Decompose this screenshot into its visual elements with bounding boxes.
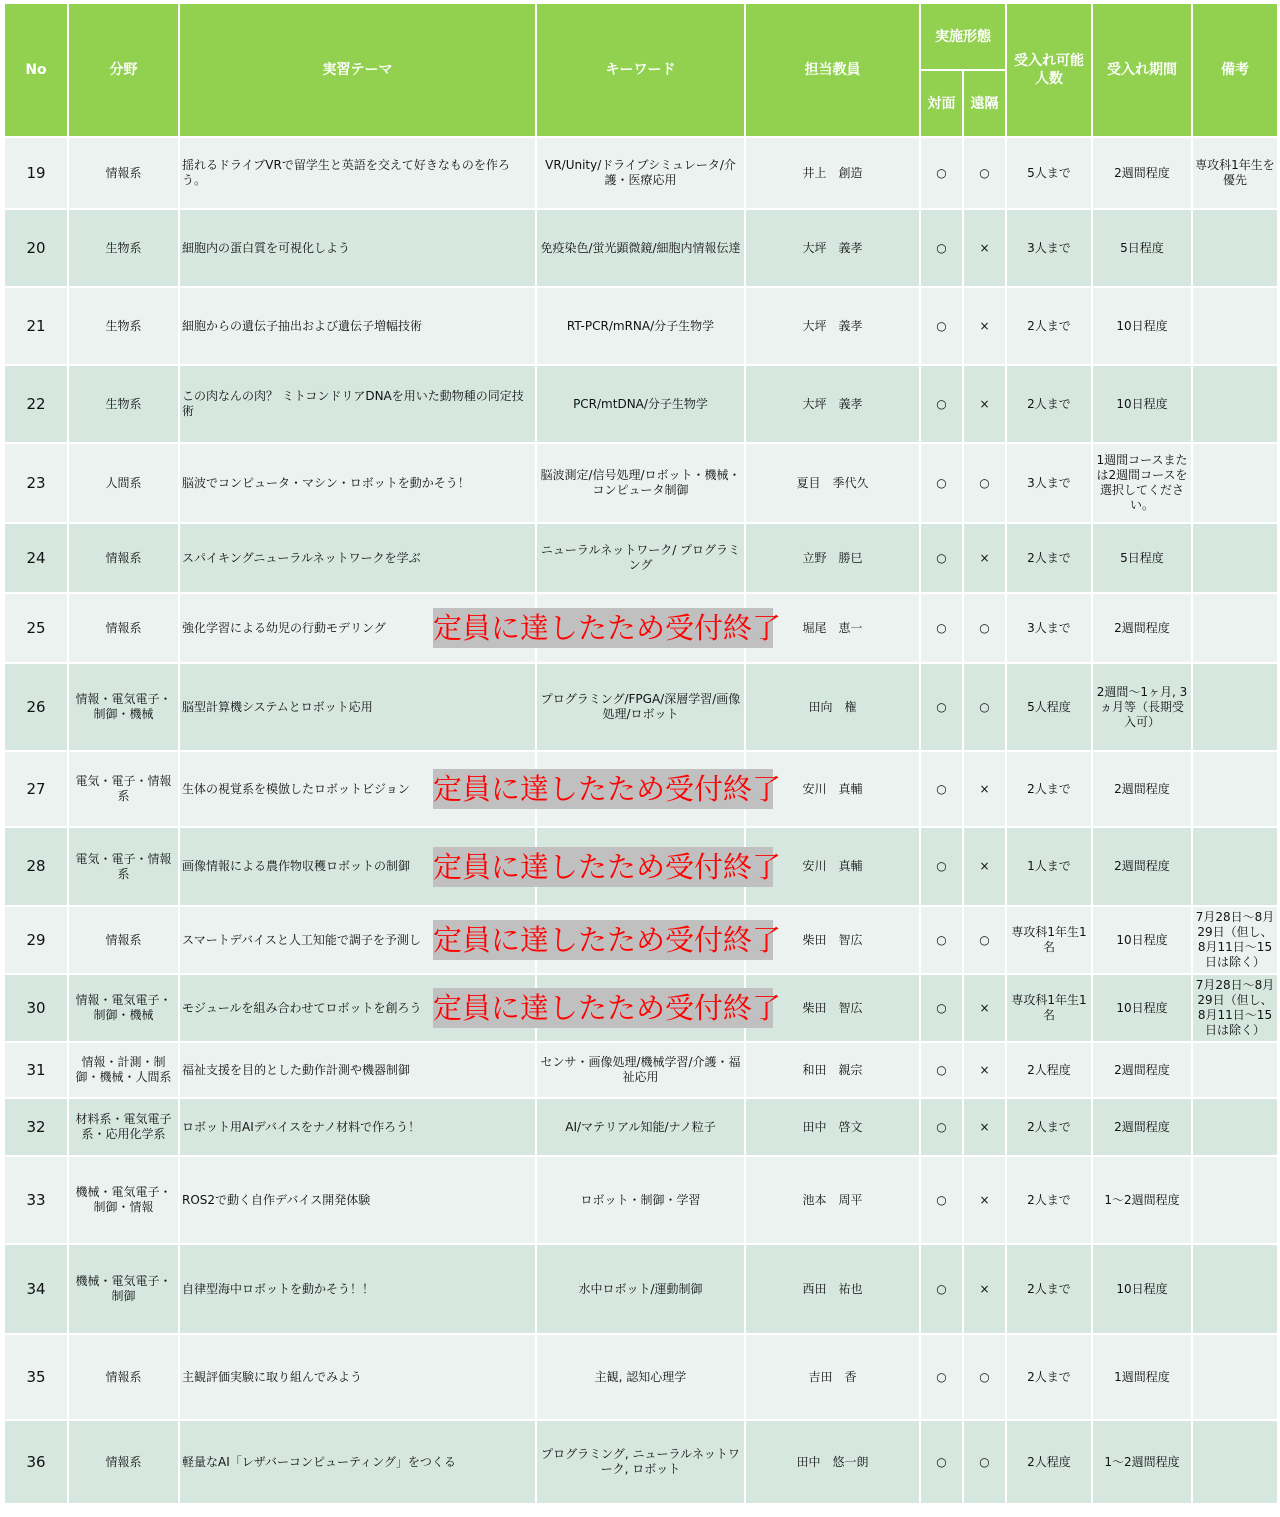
- cell-remote: ○: [963, 1334, 1006, 1420]
- table-row: [4, 906, 1278, 974]
- cell-capacity: 2人まで: [1006, 751, 1092, 827]
- cell-teacher: 田中 啓文: [745, 1098, 920, 1156]
- cell-no: 36: [4, 1420, 68, 1504]
- cell-in-person: ○: [920, 287, 963, 365]
- table-row: [4, 663, 1278, 751]
- header-period: 受入れ期間: [1092, 3, 1192, 137]
- cell-keywords: [433, 593, 782, 663]
- cell-remarks: [1192, 751, 1278, 827]
- cell-no: 22: [4, 365, 68, 443]
- cell-period: 10日程度: [1092, 287, 1192, 365]
- cell-remote: ○: [963, 906, 1006, 974]
- cell-remote: ×: [963, 1156, 1006, 1244]
- cell-field: 材料系・電気電子系・応用化学系: [68, 1098, 179, 1156]
- cell-in-person: ○: [920, 906, 963, 974]
- cell-teacher: 柴田 智広: [745, 906, 920, 974]
- cell-field: 電気・電子・情報系: [68, 751, 179, 827]
- cell-theme: この肉なんの肉？ ミトコンドリアDNAを用いた動物種の同定技術: [179, 365, 536, 443]
- cell-theme: スマートデバイスと人工知能で調子を予測し: [179, 906, 536, 974]
- cell-period: 10日程度: [1092, 974, 1192, 1042]
- cell-period: 1～2週間程度: [1092, 1156, 1192, 1244]
- cell-theme: 脳波でコンピュータ・マシン・ロボットを動かそう！: [179, 443, 536, 523]
- cell-no: 21: [4, 287, 68, 365]
- cell-capacity: 2人まで: [1006, 287, 1092, 365]
- cell-period: 10日程度: [1092, 1244, 1192, 1334]
- cell-field: 情報・電気電子・制御・機械: [68, 663, 179, 751]
- cell-teacher: 田向 権: [745, 663, 920, 751]
- cell-no: 20: [4, 209, 68, 287]
- cell-teacher: 安川 真輔: [745, 751, 920, 827]
- cell-remarks: 7月28日～8月29日（但し、8月11日～15日は除く）: [1192, 974, 1278, 1042]
- cell-keywords: [433, 906, 782, 974]
- cell-no: 23: [4, 443, 68, 523]
- closed-banner: 定員に達したため受付終了: [433, 847, 773, 887]
- cell-period: 1週間コースまたは2週間コースを選択してください。: [1092, 443, 1192, 523]
- cell-capacity: 2人まで: [1006, 1156, 1092, 1244]
- header-theme: 実習テーマ: [179, 3, 536, 137]
- cell-remote: ×: [963, 974, 1006, 1042]
- cell-theme: 強化学習による幼児の行動モデリング: [179, 593, 536, 663]
- cell-in-person: ○: [920, 523, 963, 593]
- cell-remarks: [1192, 1334, 1278, 1420]
- cell-remarks: [1192, 1244, 1278, 1334]
- cell-theme: 主観評価実験に取り組んでみよう: [179, 1334, 536, 1420]
- cell-keywords: 主観, 認知心理学: [536, 1334, 745, 1420]
- cell-remarks: 専攻科1年生を優先: [1192, 137, 1278, 209]
- cell-in-person: ○: [920, 1244, 963, 1334]
- cell-field: 情報系: [68, 523, 179, 593]
- cell-in-person: ○: [920, 827, 963, 906]
- cell-remarks: [1192, 663, 1278, 751]
- table-row: [4, 1334, 1278, 1420]
- cell-field: 情報系: [68, 593, 179, 663]
- cell-capacity: 専攻科1年生1名: [1006, 906, 1092, 974]
- cell-field: 情報・計測・制御・機械・人間系: [68, 1042, 179, 1098]
- cell-in-person: ○: [920, 751, 963, 827]
- cell-capacity: 5人まで: [1006, 137, 1092, 209]
- cell-in-person: ○: [920, 663, 963, 751]
- cell-field: 情報・電気電子・制御・機械: [68, 974, 179, 1042]
- cell-teacher: 池本 周平: [745, 1156, 920, 1244]
- cell-teacher: 井上 創造: [745, 137, 920, 209]
- cell-capacity: 2人まで: [1006, 1334, 1092, 1420]
- cell-remarks: [1192, 287, 1278, 365]
- cell-in-person: ○: [920, 1420, 963, 1504]
- cell-theme: 福祉支援を目的とした動作計測や機器制御: [179, 1042, 536, 1098]
- cell-remarks: 7月28日～8月29日（但し、8月11日～15日は除く）: [1192, 906, 1278, 974]
- cell-keywords: センサ・画像処理/機械学習/介護・福祉応用: [536, 1042, 745, 1098]
- cell-remote: ×: [963, 1042, 1006, 1098]
- cell-no: 32: [4, 1098, 68, 1156]
- cell-in-person: ○: [920, 974, 963, 1042]
- cell-period: 1週間程度: [1092, 1334, 1192, 1420]
- header-remote: 遠隔: [963, 70, 1006, 137]
- cell-period: 10日程度: [1092, 365, 1192, 443]
- cell-remarks: [1192, 365, 1278, 443]
- cell-field: 情報系: [68, 1420, 179, 1504]
- cell-theme: 軽量なAI「レザバーコンピューティング」をつくる: [179, 1420, 536, 1504]
- cell-no: 24: [4, 523, 68, 593]
- cell-remarks: [1192, 523, 1278, 593]
- cell-field: 生物系: [68, 365, 179, 443]
- cell-in-person: ○: [920, 1334, 963, 1420]
- cell-period: 5日程度: [1092, 209, 1192, 287]
- header-capacity: 受入れ可能人数: [1006, 3, 1092, 137]
- table-row: [4, 1156, 1278, 1244]
- cell-capacity: 3人まで: [1006, 209, 1092, 287]
- cell-field: 情報系: [68, 906, 179, 974]
- cell-no: 30: [4, 974, 68, 1042]
- table-row: [4, 1098, 1278, 1156]
- cell-keywords: RT-PCR/mRNA/分子生物学: [536, 287, 745, 365]
- cell-period: 2週間程度: [1092, 137, 1192, 209]
- cell-no: 33: [4, 1156, 68, 1244]
- cell-remarks: [1192, 827, 1278, 906]
- cell-keywords: [433, 751, 782, 827]
- cell-capacity: 2人程度: [1006, 1420, 1092, 1504]
- cell-remarks: [1192, 209, 1278, 287]
- cell-field: 機械・電気電子・制御・情報: [68, 1156, 179, 1244]
- cell-field: 電気・電子・情報系: [68, 827, 179, 906]
- table-row: [4, 974, 1278, 1042]
- cell-capacity: 2人まで: [1006, 1244, 1092, 1334]
- header-teacher: 担当教員: [745, 3, 920, 137]
- cell-keywords: [433, 827, 782, 906]
- cell-keywords: VR/Unity/ドライブシミュレータ/介護・医療応用: [536, 137, 745, 209]
- header-format: 実施形態: [920, 3, 1006, 70]
- cell-period: 2週間程度: [1092, 1098, 1192, 1156]
- cell-remote: ○: [963, 1420, 1006, 1504]
- table-row: [4, 523, 1278, 593]
- closed-banner: 定員に達したため受付終了: [433, 769, 773, 809]
- table-row: [4, 365, 1278, 443]
- cell-remote: ×: [963, 523, 1006, 593]
- cell-no: 27: [4, 751, 68, 827]
- cell-field: 生物系: [68, 209, 179, 287]
- cell-theme: ロボット用AIデバイスをナノ材料で作ろう！: [179, 1098, 536, 1156]
- cell-in-person: ○: [920, 1042, 963, 1098]
- cell-no: 34: [4, 1244, 68, 1334]
- cell-teacher: 夏目 季代久: [745, 443, 920, 523]
- cell-remote: ×: [963, 365, 1006, 443]
- cell-in-person: ○: [920, 443, 963, 523]
- cell-field: 情報系: [68, 1334, 179, 1420]
- cell-keywords: プログラミング/FPGA/深層学習/画像処理/ロボット: [536, 663, 745, 751]
- cell-period: 2週間程度: [1092, 827, 1192, 906]
- cell-teacher: 西田 祐也: [745, 1244, 920, 1334]
- cell-remote: ○: [963, 663, 1006, 751]
- cell-no: 26: [4, 663, 68, 751]
- cell-capacity: 2人程度: [1006, 1042, 1092, 1098]
- table-row: [4, 287, 1278, 365]
- cell-keywords: AI/マテリアル知能/ナノ粒子: [536, 1098, 745, 1156]
- header-remarks: 備考: [1192, 3, 1278, 137]
- cell-capacity: 1人まで: [1006, 827, 1092, 906]
- cell-no: 19: [4, 137, 68, 209]
- cell-remarks: [1192, 443, 1278, 523]
- table-row: [4, 1244, 1278, 1334]
- cell-theme: 細胞からの遺伝子抽出および遺伝子増幅技術: [179, 287, 536, 365]
- cell-period: 5日程度: [1092, 523, 1192, 593]
- cell-keywords: ロボット・制御・学習: [536, 1156, 745, 1244]
- table-body: [4, 137, 1278, 1504]
- cell-period: 2週間程度: [1092, 593, 1192, 663]
- header-field: 分野: [68, 3, 179, 137]
- cell-field: 情報系: [68, 137, 179, 209]
- cell-teacher: 大坪 義孝: [745, 209, 920, 287]
- cell-keywords: ニューラルネットワーク/ プログラミング: [536, 523, 745, 593]
- table-row: [4, 443, 1278, 523]
- cell-capacity: 5人程度: [1006, 663, 1092, 751]
- cell-no: 31: [4, 1042, 68, 1098]
- cell-theme: スパイキングニューラルネットワークを学ぶ: [179, 523, 536, 593]
- cell-keywords: [433, 974, 782, 1042]
- closed-banner: 定員に達したため受付終了: [433, 608, 773, 648]
- cell-remote: ×: [963, 287, 1006, 365]
- closed-banner: 定員に達したため受付終了: [433, 988, 773, 1028]
- cell-remarks: [1192, 1420, 1278, 1504]
- cell-remote: ×: [963, 1244, 1006, 1334]
- cell-teacher: 立野 勝巳: [745, 523, 920, 593]
- cell-in-person: ○: [920, 137, 963, 209]
- cell-theme: 自律型海中ロボットを動かそう！！: [179, 1244, 536, 1334]
- cell-in-person: ○: [920, 365, 963, 443]
- cell-teacher: 大坪 義孝: [745, 365, 920, 443]
- cell-teacher: 吉田 香: [745, 1334, 920, 1420]
- cell-keywords: PCR/mtDNA/分子生物学: [536, 365, 745, 443]
- cell-teacher: 柴田 智広: [745, 974, 920, 1042]
- cell-remote: ×: [963, 827, 1006, 906]
- table-row: [4, 209, 1278, 287]
- table-row: [4, 1420, 1278, 1504]
- cell-in-person: ○: [920, 1098, 963, 1156]
- cell-capacity: 3人まで: [1006, 443, 1092, 523]
- closed-banner: 定員に達したため受付終了: [433, 920, 773, 960]
- cell-teacher: 田中 悠一朗: [745, 1420, 920, 1504]
- cell-no: 25: [4, 593, 68, 663]
- internship-table: [3, 2, 1279, 1505]
- cell-theme: ROS2で動く自作デバイス開発体験: [179, 1156, 536, 1244]
- cell-capacity: 2人まで: [1006, 523, 1092, 593]
- cell-no: 35: [4, 1334, 68, 1420]
- cell-teacher: 大坪 義孝: [745, 287, 920, 365]
- table-row: [4, 1042, 1278, 1098]
- cell-capacity: 専攻科1年生1名: [1006, 974, 1092, 1042]
- cell-remote: ○: [963, 137, 1006, 209]
- cell-no: 28: [4, 827, 68, 906]
- page: [3, 2, 1277, 1514]
- cell-remarks: [1192, 1156, 1278, 1244]
- cell-theme: 細胞内の蛋白質を可視化しよう: [179, 209, 536, 287]
- table-row: [4, 751, 1278, 827]
- cell-keywords: 水中ロボット/運動制御: [536, 1244, 745, 1334]
- cell-in-person: ○: [920, 593, 963, 663]
- cell-teacher: 安川 真輔: [745, 827, 920, 906]
- cell-theme: モジュールを組み合わせてロボットを創ろう: [179, 974, 536, 1042]
- cell-period: 2週間～1ヶ月, 3ヵ月等（長期受入可）: [1092, 663, 1192, 751]
- header-keywords: キーワード: [536, 3, 745, 137]
- header-in-person: 対面: [920, 70, 963, 137]
- cell-keywords: 免疫染色/蛍光顕微鏡/細胞内情報伝達: [536, 209, 745, 287]
- cell-remote: ×: [963, 209, 1006, 287]
- cell-period: 1～2週間程度: [1092, 1420, 1192, 1504]
- cell-keywords: プログラミング, ニューラルネットワーク, ロボット: [536, 1420, 745, 1504]
- cell-capacity: 2人まで: [1006, 1098, 1092, 1156]
- cell-capacity: 2人まで: [1006, 365, 1092, 443]
- cell-in-person: ○: [920, 1156, 963, 1244]
- table-row: [4, 593, 1278, 663]
- cell-field: 機械・電気電子・制御: [68, 1244, 179, 1334]
- cell-theme: 脳型計算機システムとロボット応用: [179, 663, 536, 751]
- cell-remote: ○: [963, 443, 1006, 523]
- cell-theme: 生体の視覚系を模倣したロボットビジョン: [179, 751, 536, 827]
- cell-no: 29: [4, 906, 68, 974]
- cell-field: 人間系: [68, 443, 179, 523]
- cell-remarks: [1192, 1098, 1278, 1156]
- cell-keywords: 脳波測定/信号処理/ロボット・機械・コンピュータ制御: [536, 443, 745, 523]
- cell-period: 2週間程度: [1092, 1042, 1192, 1098]
- cell-period: 2週間程度: [1092, 751, 1192, 827]
- cell-teacher: 堀尾 恵一: [745, 593, 920, 663]
- header-no: No: [4, 3, 68, 137]
- cell-remote: ○: [963, 593, 1006, 663]
- cell-period: 10日程度: [1092, 906, 1192, 974]
- cell-remarks: [1192, 593, 1278, 663]
- cell-theme: 画像情報による農作物収穫ロボットの制御: [179, 827, 536, 906]
- cell-capacity: 3人まで: [1006, 593, 1092, 663]
- cell-theme: 揺れるドライブVRで留学生と英語を交えて好きなものを作ろう。: [179, 137, 536, 209]
- cell-teacher: 和田 親宗: [745, 1042, 920, 1098]
- table-row: [4, 137, 1278, 209]
- cell-field: 生物系: [68, 287, 179, 365]
- cell-remote: ×: [963, 1098, 1006, 1156]
- cell-remarks: [1192, 1042, 1278, 1098]
- table-row: [4, 827, 1278, 906]
- cell-remote: ×: [963, 751, 1006, 827]
- cell-in-person: ○: [920, 209, 963, 287]
